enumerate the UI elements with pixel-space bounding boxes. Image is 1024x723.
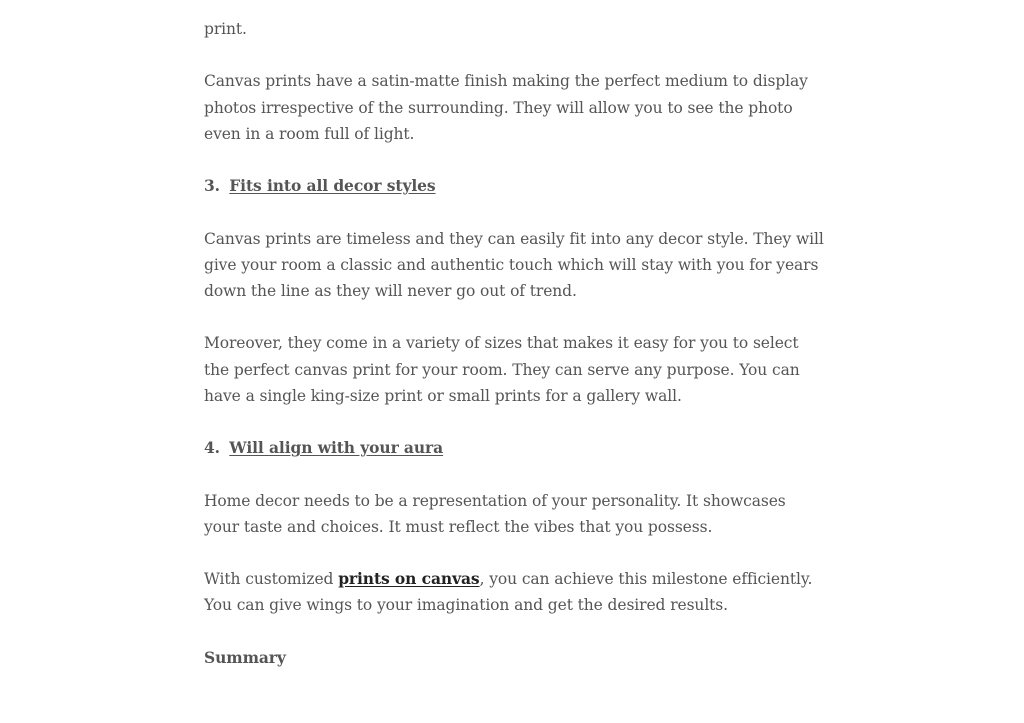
- paragraph-text-before: With customized: [204, 570, 339, 589]
- heading-text: Will align with your aura: [229, 438, 444, 458]
- paragraph-personality: Home decor needs to be a representation of your personality. It showcases your taste and choices. It must reflect the vibes that you possess.: [204, 491, 786, 536]
- heading-number: 3.: [204, 176, 220, 196]
- paragraph-print-end: print.: [204, 20, 247, 38]
- summary-heading: Summary: [204, 647, 286, 667]
- paragraph-satin-matte: Canvas prints have a satin-matte finish making the perfect medium to display photos irrespective of the surrounding. They will allow you to see the photo even in a room full of light.: [204, 72, 808, 143]
- article-body: [204, 16, 824, 697]
- paragraph-customized: [204, 566, 824, 618]
- paragraph-timeless: Canvas prints are timeless and they can easily fit into any decor style. They will give your room a classic and authentic touch which will stay with you for years down the line as they will never go out of trend.: [204, 229, 824, 300]
- heading-decor-styles: [204, 173, 824, 199]
- heading-number: 4.: [204, 438, 220, 458]
- paragraph-text-after: , you can achieve this milestone efficiently. You can give wings to your imagination and get the desired results.: [204, 570, 813, 615]
- prints-on-canvas-link[interactable]: prints on canvas: [338, 569, 480, 589]
- paragraph-sizes: Moreover, they come in a variety of sizes that makes it easy for you to select the perfect canvas print for your room. They can serve any purpose. You can have a single king-size print or small prints for a gallery wall.: [204, 334, 800, 405]
- heading-aura: [204, 435, 824, 461]
- heading-text: Fits into all decor styles: [229, 176, 436, 196]
